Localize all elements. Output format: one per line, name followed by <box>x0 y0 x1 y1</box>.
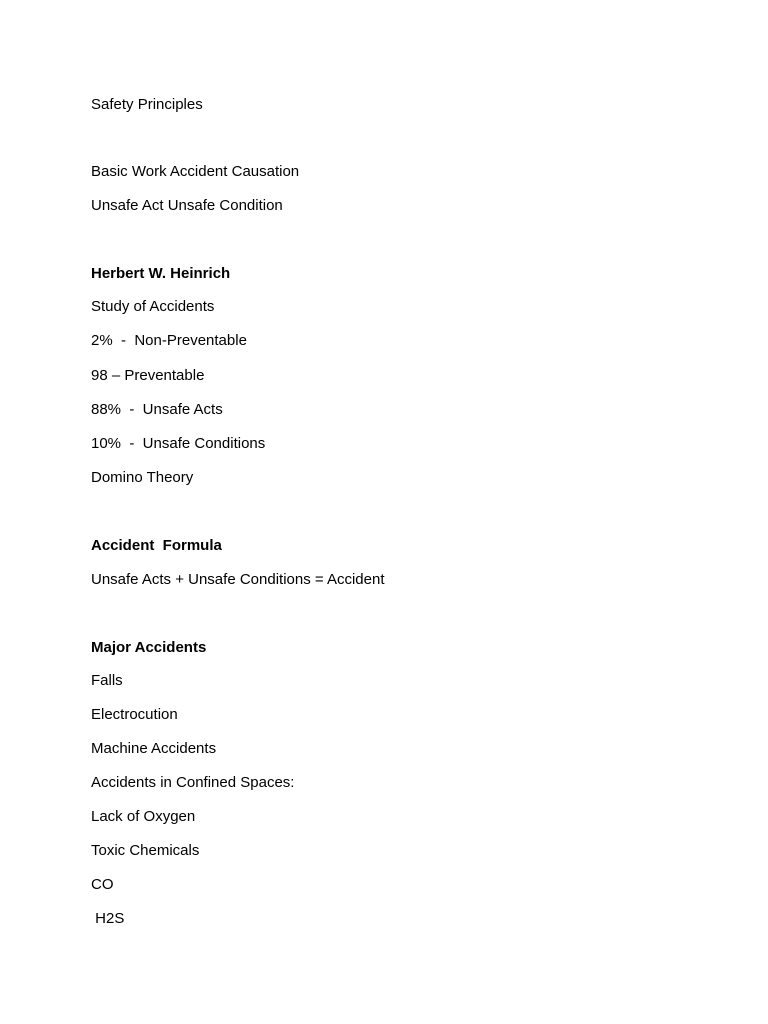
heinrich-stat-preventable: 98 – Preventable <box>91 367 205 384</box>
heinrich-stat-non-preventable: 2% - Non-Preventable <box>91 332 247 349</box>
list-item: Machine Accidents <box>91 740 217 757</box>
list-item: Lack of Oxygen <box>91 808 196 825</box>
formula-heading: Accident Formula <box>91 537 222 554</box>
list-item: Toxic Chemicals <box>91 842 200 859</box>
list-item: Accidents in Confined Spaces: <box>91 774 295 791</box>
list-item: H2S <box>91 910 125 927</box>
causation-line-2: Unsafe Act Unsafe Condition <box>91 197 283 214</box>
heinrich-subtitle: Study of Accidents <box>91 298 215 315</box>
major-accidents-heading: Major Accidents <box>91 639 207 656</box>
heinrich-stat-unsafe-conditions: 10% - Unsafe Conditions <box>91 435 266 452</box>
heinrich-heading: Herbert W. Heinrich <box>91 265 231 282</box>
heinrich-stat-unsafe-acts: 88% - Unsafe Acts <box>91 401 223 418</box>
list-item: Falls <box>91 672 123 689</box>
list-item: Electrocution <box>91 706 178 723</box>
domino-theory: Domino Theory <box>91 469 194 486</box>
causation-line-1: Basic Work Accident Causation <box>91 163 300 180</box>
document-title: Safety Principles <box>91 96 203 113</box>
list-item: CO <box>91 876 114 893</box>
formula-equation: Unsafe Acts + Unsafe Conditions = Accident <box>91 571 385 588</box>
